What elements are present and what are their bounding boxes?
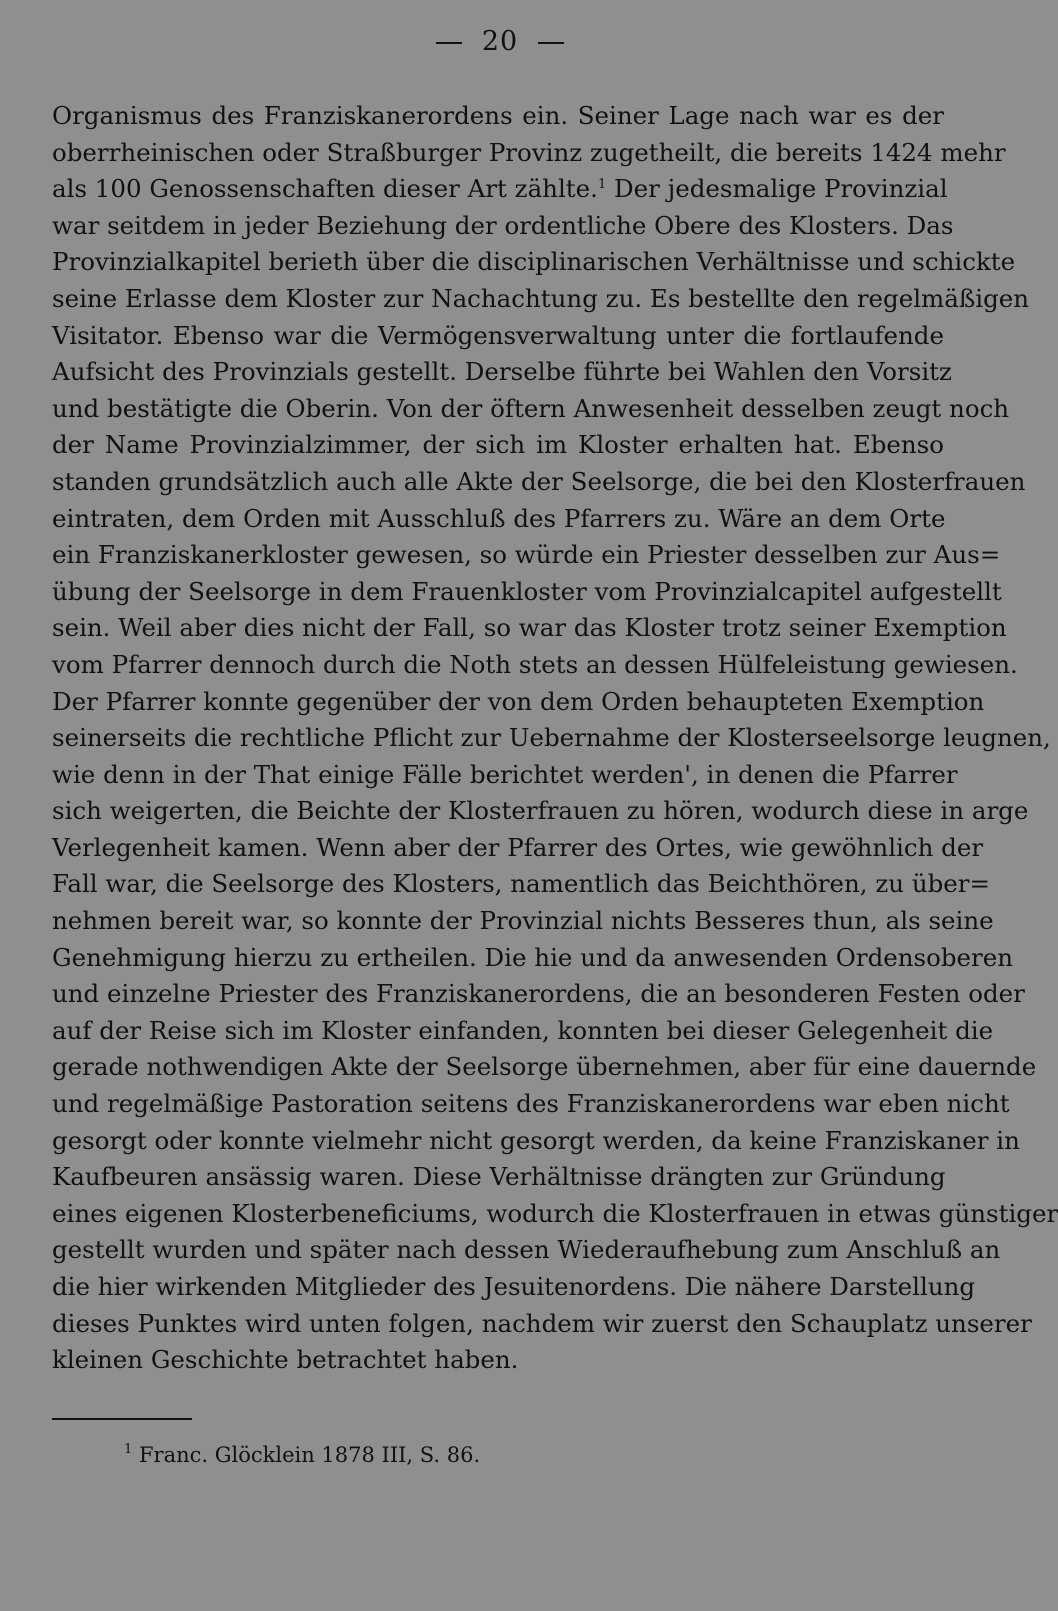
text-line: Der Pfarrer konnte gegenüber der von dem Orden behaupteten Exemption bbox=[52, 686, 985, 716]
text-line: seine Erlasse dem Kloster zur Nachachtung zu. Es bestellte den regelmäßigen bbox=[52, 283, 1030, 313]
dash-right bbox=[538, 42, 564, 44]
text-line: und regelmäßige Pastoration seitens des Franziskanerordens war eben nicht bbox=[52, 1089, 1010, 1119]
text-line: die hier wirkenden Mitglieder des Jesuitenordens. Die nähere Darstellung bbox=[52, 1272, 976, 1301]
text-line: der Name Provinzialzimmer, der sich im Kloster erhalten hat. Ebenso bbox=[52, 430, 944, 460]
body-paragraph bbox=[52, 98, 1058, 1379]
text-line: sich weigerten, die Beichte der Klosterfrauen zu hören, wodurch diese in arge bbox=[52, 796, 1029, 826]
text-segment: als 100 Genossenschaften dieser Art zählte. bbox=[52, 174, 598, 204]
text-line: sein. Weil aber dies nicht der Fall, so war das Kloster trotz seiner Exemption bbox=[52, 613, 1007, 643]
text-line: eines eigenen Klosterbeneficiums, wodurch die Klosterfrauen in etwas günstiger bbox=[52, 1198, 1058, 1228]
text-line: gerade nothwendigen Akte der Seelsorge übernehmen, aber für eine dauernde bbox=[52, 1052, 1037, 1082]
footnote-number: 1 bbox=[124, 1442, 133, 1457]
text-line: seinerseits die rechtliche Pflicht zur Uebernahme der Klosterseelsorge leugnen, bbox=[52, 723, 1051, 753]
text-line: oberrheinischen oder Straßburger Provinz zugetheilt, die bereits 1424 mehr bbox=[52, 137, 1006, 167]
text-line: vom Pfarrer dennoch durch die Noth stets an dessen Hülfeleistung gewiesen. bbox=[52, 649, 1018, 679]
text-line: auf der Reise sich im Kloster einfanden, konnten bei dieser Gelegenheit die bbox=[52, 1015, 994, 1045]
text-line: Fall war, die Seelsorge des Klosters, namentlich das Beichthören, zu über= bbox=[52, 869, 991, 899]
text-line-with-footnote bbox=[52, 171, 948, 208]
text-line: dieses Punktes wird unten folgen, nachdem wir zuerst den Schauplatz unserer bbox=[52, 1308, 1032, 1338]
text-line: Verlegenheit kamen. Wenn aber der Pfarrer des Ortes, wie gewöhnlich der bbox=[52, 832, 984, 862]
dash-left bbox=[436, 42, 462, 44]
text-line: war seitdem in jeder Beziehung der ordentliche Obere des Klosters. Das bbox=[52, 210, 954, 240]
text-line-last: kleinen Geschichte betrachtet haben. bbox=[52, 1345, 519, 1375]
text-line: ein Franziskanerkloster gewesen, so würde ein Priester desselben zur Aus= bbox=[52, 540, 1001, 570]
text-line: und einzelne Priester des Franziskanerordens, die an besonderen Festen oder bbox=[52, 979, 1025, 1009]
text-line: nehmen bereit war, so konnte der Provinzial nichts Besseres thun, als seine bbox=[52, 906, 994, 936]
text-line: übung der Seelsorge in dem Frauenkloster vom Provinzialcapitel aufgestellt bbox=[52, 576, 1002, 606]
text-line: Provinzialkapitel berieth über die disciplinarischen Verhältnisse und schickte bbox=[52, 247, 1016, 277]
text-line: Genehmigung hierzu zu ertheilen. Die hie und da anwesenden Ordensoberen bbox=[52, 942, 1014, 972]
text-line: eintraten, dem Orden mit Ausschluß des Pfarrers zu. Wäre an dem Orte bbox=[52, 503, 946, 533]
footnote-marker: 1 bbox=[597, 177, 607, 193]
page-number bbox=[0, 26, 1000, 57]
page-number-text: 20 bbox=[481, 26, 519, 57]
text-line: gesorgt oder konnte vielmehr nicht gesorgt werden, da keine Franziskaner in bbox=[52, 1125, 1020, 1155]
text-line: gestellt wurden und später nach dessen Wiederaufhebung zum Anschluß an bbox=[52, 1235, 1001, 1265]
text-segment: Der jedesmalige Provinzial bbox=[614, 174, 948, 204]
text-line: wie denn in der That einige Fälle berichtet werden', in denen die Pfarrer bbox=[52, 759, 958, 789]
text-line: Organismus des Franziskanerordens ein. Seiner Lage nach war es der bbox=[52, 101, 944, 130]
text-line: Visitator. Ebenso war die Vermögensverwaltung unter die fortlaufende bbox=[52, 320, 944, 350]
text-line: Aufsicht des Provinzials gestellt. Derselbe führte bei Wahlen den Vorsitz bbox=[52, 357, 952, 387]
footnote bbox=[124, 1440, 480, 1470]
text-line: standen grundsätzlich auch alle Akte der Seelsorge, die bei den Klosterfrauen bbox=[52, 466, 1026, 496]
footnote-text: Franc. Glöcklein 1878 III, S. 86. bbox=[138, 1443, 481, 1467]
footnote-divider bbox=[52, 1418, 192, 1420]
text-line: und bestätigte die Oberin. Von der öftern Anwesenheit desselben zeugt noch bbox=[52, 393, 1010, 423]
text-line: Kaufbeuren ansässig waren. Diese Verhältnisse drängten zur Gründung bbox=[52, 1162, 946, 1192]
